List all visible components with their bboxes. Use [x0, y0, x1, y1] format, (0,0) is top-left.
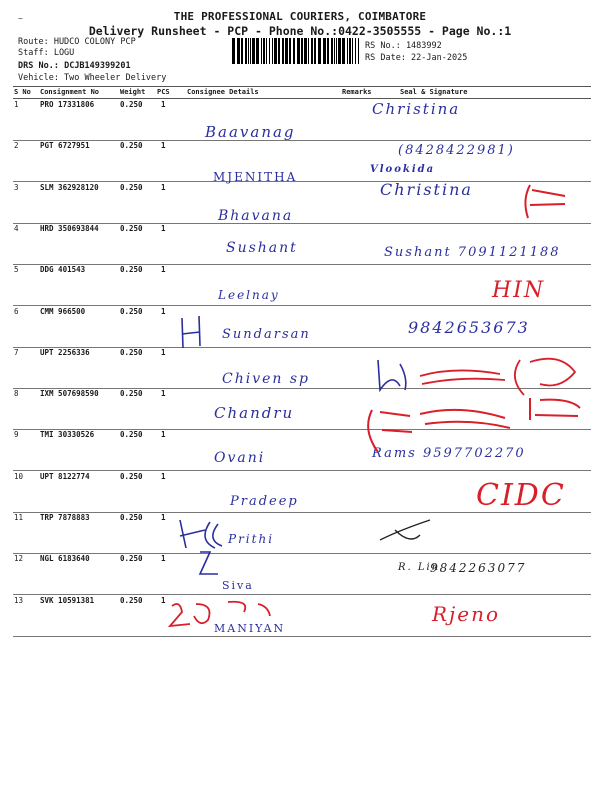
handwritten-consignee: Chiven sp	[222, 371, 311, 387]
runsheet-subtitle: Delivery Runsheet - PCP - Phone No.:0422-3505555 - Page No.:1	[88, 24, 512, 38]
handwritten-signature: R. Lin	[398, 562, 441, 573]
handwritten-signature: 9842263077	[430, 561, 527, 575]
blue-h-mark	[182, 316, 200, 348]
row-weight: 0.250	[120, 513, 143, 522]
handwritten-consignee: Sundarsan	[222, 327, 311, 342]
row-sno: 9	[14, 430, 19, 439]
col-header-consignment: Consignment No	[40, 88, 100, 96]
row-consignment-no: IXM 507698590	[40, 389, 99, 398]
handwritten-signature: Christina	[372, 100, 461, 118]
handwritten-signature: CIDC	[476, 478, 566, 513]
handwritten-signature: 9842653673	[408, 318, 530, 337]
row-consignment-no: NGL 6183640	[40, 554, 90, 563]
row-sno: 7	[14, 348, 19, 357]
rs-number: RS No.: 1483992	[365, 41, 442, 51]
route-text: Route: HUDCO COLONY PCP	[18, 37, 136, 47]
red-loop-row7	[515, 359, 575, 395]
row-pcs: 1	[161, 389, 166, 398]
margin-tick-mark: ~	[18, 14, 23, 23]
blue-scribble-row12	[200, 552, 218, 574]
row-pcs: 1	[161, 100, 166, 109]
blue-scribble-row11	[180, 520, 222, 548]
row-weight: 0.250	[120, 430, 143, 439]
row-consignment-no: PGT 6727951	[40, 141, 90, 150]
row-weight: 0.250	[120, 348, 143, 357]
handwritten-signature: Sushant 7091121188	[384, 245, 561, 260]
row-sno: 11	[14, 513, 24, 522]
handwritten-consignee: Chandru	[214, 404, 295, 422]
row-sno: 8	[14, 389, 19, 398]
handwritten-consignee: MJENITHA	[213, 170, 298, 184]
col-header-weight: Weight	[120, 88, 146, 96]
col-header-consignee: Consignee Details	[187, 88, 259, 96]
handwritten-signature: Rams 9597702270	[372, 446, 526, 461]
row-pcs: 1	[161, 307, 166, 316]
row-pcs: 1	[161, 430, 166, 439]
row-weight: 0.250	[120, 389, 143, 398]
row-sno: 6	[14, 307, 19, 316]
row-sno: 13	[14, 596, 24, 605]
handwritten-signature: Vlookida	[370, 164, 436, 175]
row-weight: 0.250	[120, 224, 143, 233]
staff-text: Staff: LOGU	[18, 48, 75, 58]
vehicle-text: Vehicle: Two Wheeler Delivery	[18, 73, 167, 83]
row-pcs: 1	[161, 183, 166, 192]
handwritten-signature: Rjeno	[432, 602, 501, 626]
row-consignment-no: UPT 8122774	[40, 472, 90, 481]
row-consignment-no: SVK 10591381	[40, 596, 95, 605]
handwritten-signature: Christina	[380, 180, 473, 199]
row-pcs: 1	[161, 265, 166, 274]
row-pcs: 1	[161, 554, 166, 563]
red-mark-row8-right	[530, 398, 580, 420]
handwritten-consignee: Siva	[222, 579, 254, 592]
handwritten-signature: (8428422981)	[398, 143, 515, 158]
drs-number: DRS No.: DCJB149399201	[18, 61, 131, 71]
handwritten-consignee: MANIYAN	[214, 622, 286, 635]
dark-signature-row11	[380, 520, 430, 540]
rs-date: RS Date: 22-Jan-2025	[365, 53, 468, 63]
row-consignment-no: DDG 401543	[40, 265, 86, 274]
col-header-remarks: Remarks	[342, 88, 372, 96]
row-sno: 2	[14, 141, 19, 150]
row-pcs: 1	[161, 596, 166, 605]
red-strike-row8	[420, 410, 510, 428]
row-consignment-no: SLM 362928120	[40, 183, 99, 192]
row-sno: 5	[14, 265, 19, 274]
handwritten-consignee: Pradeep	[230, 494, 299, 509]
row-sno: 3	[14, 183, 19, 192]
row-consignment-no: TMI 30330526	[40, 430, 95, 439]
row-weight: 0.250	[120, 472, 143, 481]
row-consignment-no: HRD 350693844	[40, 224, 99, 233]
company-name: THE PROFESSIONAL COURIERS, COIMBATORE	[173, 10, 427, 23]
col-header-pcs: PCS	[157, 88, 170, 96]
handwritten-consignee: Bhavana	[218, 208, 294, 224]
row-sno: 10	[14, 472, 24, 481]
row-pcs: 1	[161, 224, 166, 233]
row-weight: 0.250	[120, 141, 143, 150]
row-weight: 0.250	[120, 307, 143, 316]
row-pcs: 1	[161, 348, 166, 357]
red-scribble-row13	[170, 602, 270, 626]
handwritten-consignee: Ovani	[214, 450, 266, 466]
row-consignment-no: CMM 966500	[40, 307, 86, 316]
row-weight: 0.250	[120, 100, 143, 109]
row-pcs: 1	[161, 141, 166, 150]
row-sno: 4	[14, 224, 19, 233]
row-pcs: 1	[161, 472, 166, 481]
row-weight: 0.250	[120, 183, 143, 192]
row-weight: 0.250	[120, 596, 143, 605]
row-consignment-no: UPT 2256336	[40, 348, 90, 357]
row-sno: 12	[14, 554, 24, 563]
handwritten-signature: HIN	[492, 278, 546, 303]
handwritten-consignee: Leelnay	[218, 288, 280, 302]
blue-scribble-row7	[378, 360, 406, 390]
handwritten-consignee: Sushant	[226, 240, 298, 256]
col-header-signature: Seal & Signature	[400, 88, 468, 96]
handwritten-consignee: Baavanag	[205, 123, 296, 141]
row-consignment-no: PRO 17331806	[40, 100, 95, 109]
row-sno: 1	[14, 100, 19, 109]
handwritten-consignee: Prithi	[228, 532, 275, 546]
row-consignment-no: TRP 7878883	[40, 513, 90, 522]
row-pcs: 1	[161, 513, 166, 522]
col-header-sno: S No	[14, 88, 31, 96]
row-weight: 0.250	[120, 265, 143, 274]
row-weight: 0.250	[120, 554, 143, 563]
red-bracket-row8	[368, 410, 412, 452]
red-strike-row7	[420, 370, 505, 384]
red-bracket-mark	[525, 185, 565, 218]
